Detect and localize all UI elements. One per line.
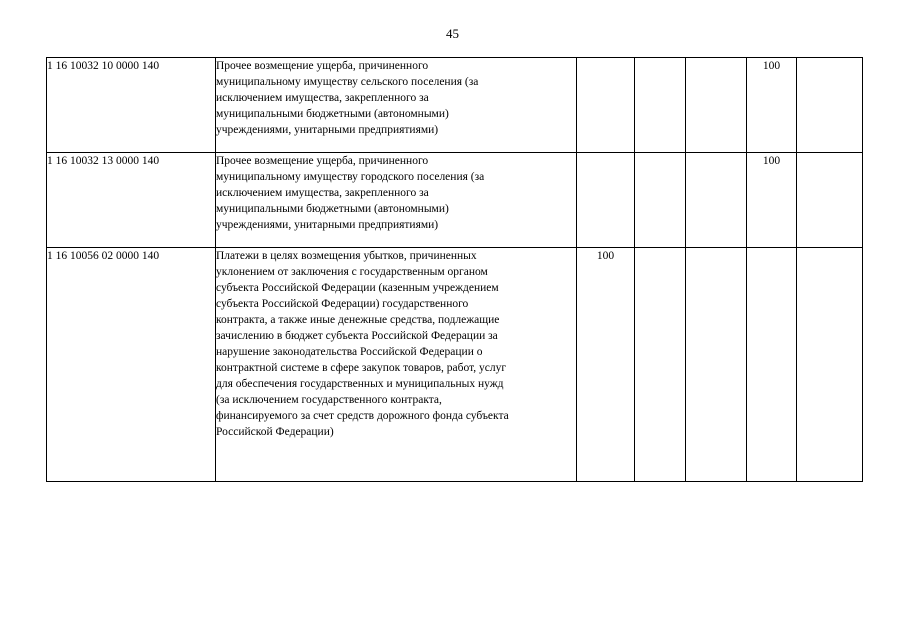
- value-cell: [747, 248, 797, 482]
- table-row: [47, 58, 863, 153]
- income-name-line: муниципальному имуществу городского поселения (за: [216, 171, 485, 183]
- income-name-line: для обеспечения государственных и муниципальных нужд: [216, 378, 504, 390]
- income-name-line: исключением имущества, закрепленного за: [216, 187, 429, 199]
- income-name-line: финансируемого за счет средств дорожного фонда субъекта: [216, 410, 509, 422]
- income-name-line: муниципальными бюджетными (автономными): [216, 203, 449, 215]
- income-name-line: исключением имущества, закрепленного за: [216, 92, 429, 104]
- value-cell: [577, 58, 635, 153]
- budget-code-cell: 1 16 10032 10 0000 140: [47, 58, 216, 153]
- income-name-cell: [216, 153, 577, 248]
- income-name-line: учреждениями, унитарными предприятиями): [216, 124, 439, 136]
- value-cell: [635, 248, 686, 482]
- budget-code-cell: 1 16 10032 13 0000 140: [47, 153, 216, 248]
- income-name-line: уклонением от заключения с государственным органом: [216, 266, 488, 278]
- value-cell: [797, 248, 863, 482]
- income-name-line: субъекта Российской Федерации (казенным учреждением: [216, 282, 499, 294]
- income-name-line: учреждениями, унитарными предприятиями): [216, 219, 439, 231]
- value-cell: [635, 58, 686, 153]
- income-name-line: (за исключением государственного контракта,: [216, 394, 442, 406]
- income-name-line: контрактной системе в сфере закупок товаров, работ, услуг: [216, 362, 507, 374]
- value-cell: [797, 58, 863, 153]
- page-number: 45: [446, 26, 459, 41]
- revenue-distribution-table: [46, 57, 863, 482]
- table-row: [47, 153, 863, 248]
- value-cell: 100: [747, 58, 797, 153]
- income-name-line: муниципальными бюджетными (автономными): [216, 108, 449, 120]
- value-cell: 100: [747, 153, 797, 248]
- value-cell: [635, 153, 686, 248]
- income-name-cell: [216, 248, 577, 482]
- table-row: [47, 248, 863, 482]
- income-name-line: контракта, а также иные денежные средства, подлежащие: [216, 314, 500, 326]
- value-cell: [686, 248, 747, 482]
- income-name-line: Прочее возмещение ущерба, причиненного: [216, 60, 429, 72]
- income-name-line: зачислению в бюджет субъекта Российской Федерации за: [216, 330, 498, 342]
- value-cell: [797, 153, 863, 248]
- income-name-line: Прочее возмещение ущерба, причиненного: [216, 155, 429, 167]
- value-cell: [577, 153, 635, 248]
- value-cell: 100: [577, 248, 635, 482]
- income-name-line: муниципальному имуществу сельского поселения (за: [216, 76, 479, 88]
- value-cell: [686, 153, 747, 248]
- budget-code-cell: 1 16 10056 02 0000 140: [47, 248, 216, 482]
- income-name-line: Российской Федерации): [216, 426, 334, 438]
- income-name-line: субъекта Российской Федерации) государственного: [216, 298, 469, 310]
- income-name-line: нарушение законодательства Российской Федерации о: [216, 346, 483, 358]
- income-name-line: Платежи в целях возмещения убытков, причиненных: [216, 250, 477, 262]
- income-name-cell: [216, 58, 577, 153]
- value-cell: [686, 58, 747, 153]
